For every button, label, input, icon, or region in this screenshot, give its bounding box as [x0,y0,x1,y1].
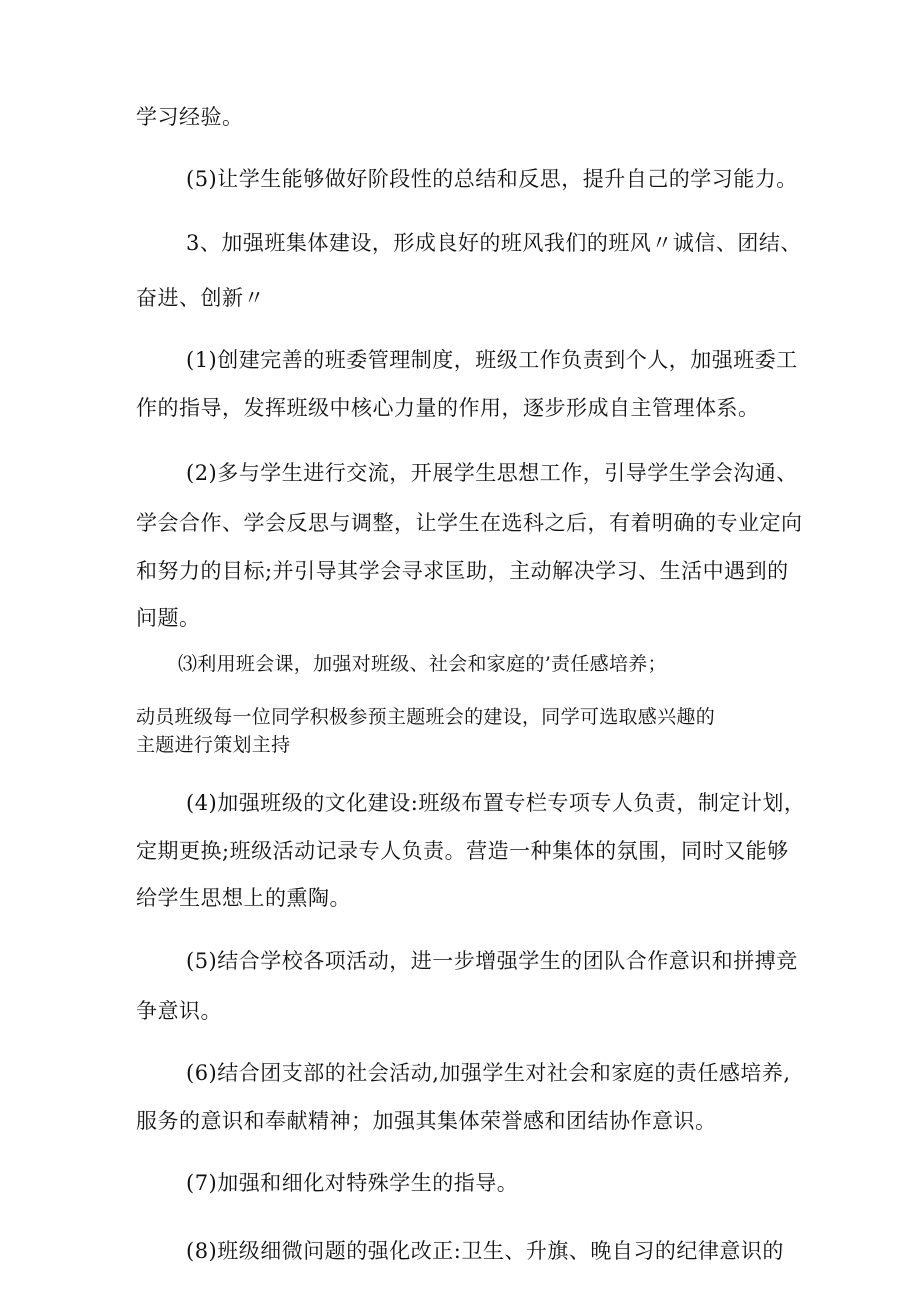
text-line-10: 问题。 [136,606,201,630]
text-line-20: 服务的意识和奉献精神；加强其集体荣誉感和团结协作意识。 [136,1109,717,1133]
text-line-7: (2)多与学生进行交流，开展学生思想工作，引导学生学会沟通、 [186,461,798,485]
text-line-18: 争意识。 [136,999,222,1023]
text-line-9: 和努力的目标;并引导其学会寻求匡助，主动解决学习、生活中遇到的 [136,559,789,583]
text-line-14: (4)加强班级的文化建设:班级布置专栏专项专人负责，制定计划， [186,791,806,815]
text-line-19: (6)结合团支部的社会活动,加强学生对社会和家庭的责任感培养, [186,1061,791,1085]
text-line-13: 主题进行策划主持 [136,734,291,756]
text-line-8: 学会合作、学会反思与调整，让学生在选科之后，有着明确的专业定向 [136,511,803,535]
text-line-11: ⑶利用班会课，加强对班级、社会和家庭的’责任感培养； [178,653,667,675]
text-line-15: 定期更换;班级活动记录专人负责。营造一种集体的氛围，同时又能够 [136,839,789,863]
text-line-1: 学习经验。 [136,105,244,129]
text-line-16: 给学生思想上的熏陶。 [136,886,351,910]
text-line-6: 作的指导，发挥班级中核心力量的作用，逐步形成自主管理体系。 [136,396,760,420]
text-line-17: (5)结合学校各项活动，进一步增强学生的团队合作意识和拼搏竞 [186,949,798,973]
text-line-4: 奋进、创新〃 [136,286,265,310]
text-line-5: (1)创建完善的班委管理制度，班级工作负责到个人，加强班委工 [186,348,798,372]
text-line-2: (5)让学生能够做好阶段性的总结和反思，提升自己的学习能力。 [186,167,798,191]
text-line-21: (7)加强和细化对特殊学生的指导。 [186,1171,519,1195]
text-line-12: 动员班级每一位同学积极参预主题班会的建设，同学可选取感兴趣的 [136,706,716,728]
text-line-22: (8)班级细微问题的强化改正:卫生、升旗、晚自习的纪律意识的 [186,1239,784,1263]
text-line-3: 3、加强班集体建设，形成良好的班风我们的班风〃诚信、团结、 [186,231,802,255]
